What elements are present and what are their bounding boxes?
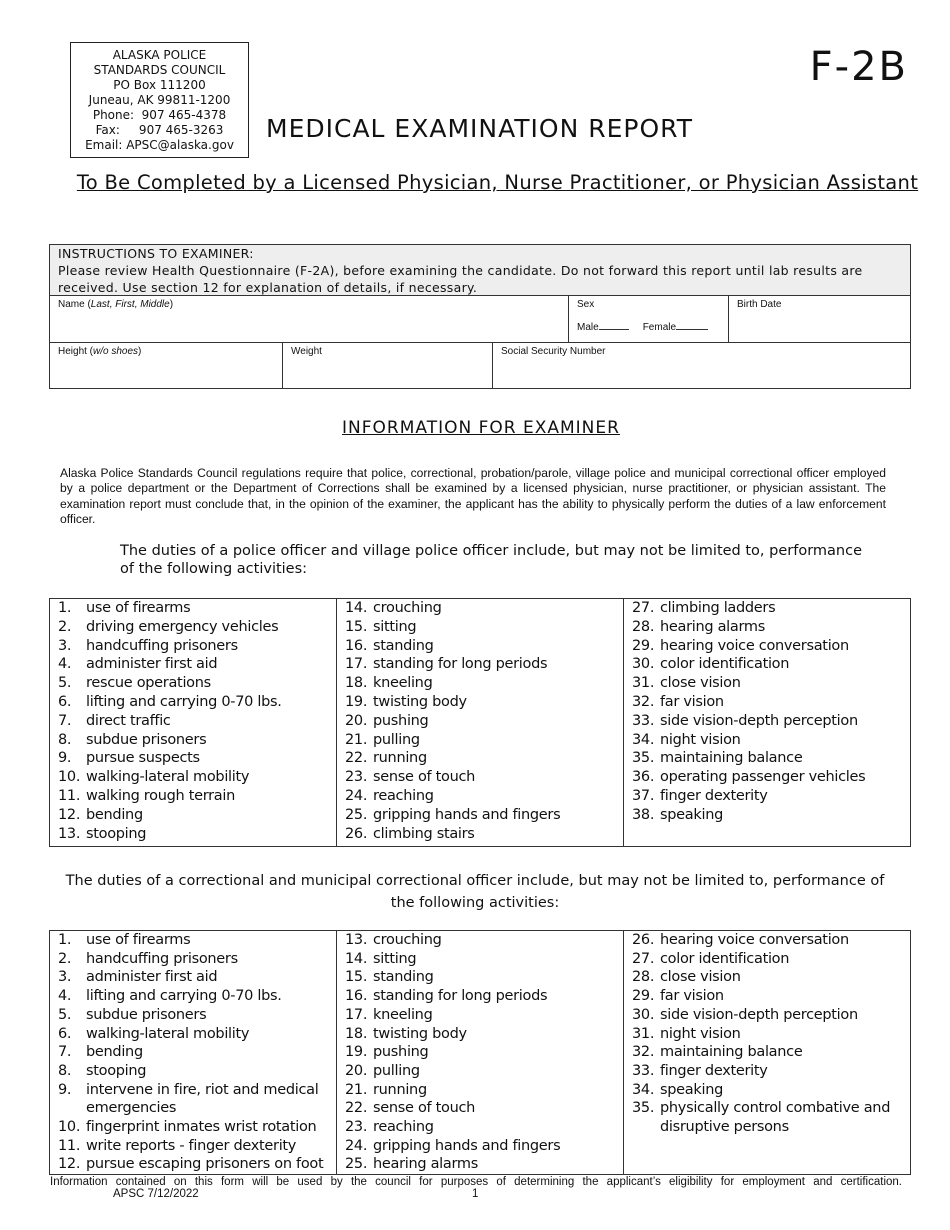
activity-item <box>58 712 328 731</box>
activity-text: speaking <box>660 1081 723 1098</box>
activity-item <box>632 1062 902 1081</box>
activity-item <box>345 950 615 969</box>
activity-item <box>632 749 902 768</box>
activity-item <box>58 931 328 950</box>
activity-text: driving emergency vehicles <box>86 618 279 635</box>
page-number: 1 <box>472 1188 479 1200</box>
activity-text: maintaining balance <box>660 1044 803 1061</box>
activity-item <box>345 599 615 618</box>
activity-number: 19. <box>345 693 368 710</box>
police-duties-intro: The duties of a police officer and village police officer include, but may not be limited to, performance of the following activities: <box>120 543 862 577</box>
weight-field[interactable] <box>282 343 492 388</box>
activity-number: 16. <box>345 988 368 1005</box>
activity-item <box>345 825 615 844</box>
activity-item <box>632 787 902 806</box>
activity-item <box>345 637 615 656</box>
height-field[interactable] <box>50 343 282 388</box>
activity-number: 6. <box>58 693 72 710</box>
activity-text: standing for long periods <box>373 988 548 1005</box>
activity-text: stooping <box>86 1062 147 1079</box>
activity-text: night vision <box>660 1025 741 1042</box>
activity-text: pulling <box>373 1062 420 1079</box>
activity-item <box>345 1006 615 1025</box>
activity-text: operating passenger vehicles <box>660 769 866 786</box>
activity-number: 9. <box>58 750 72 767</box>
form-revision-code: APSC 7/12/2022 <box>113 1188 199 1200</box>
birth-date-field[interactable] <box>728 296 910 342</box>
activity-text: pulling <box>373 731 420 748</box>
sex-label: Sex <box>577 299 595 310</box>
activity-number: 9. <box>58 1081 72 1098</box>
activity-item <box>345 768 615 787</box>
instructions-heading: INSTRUCTIONS TO EXAMINER: <box>58 246 254 261</box>
activity-text: gripping hands and fingers <box>373 806 561 823</box>
activity-number: 14. <box>345 950 368 967</box>
activity-item <box>345 618 615 637</box>
activity-text: close vision <box>660 969 741 986</box>
activity-item <box>632 731 902 750</box>
activity-text: hearing alarms <box>373 1156 478 1173</box>
activity-item <box>632 768 902 787</box>
activity-item <box>632 968 902 987</box>
activity-item <box>345 1062 615 1081</box>
activity-number: 23. <box>345 769 368 786</box>
activity-item <box>632 693 902 712</box>
activity-text: running <box>373 750 427 767</box>
activity-number: 30. <box>632 656 655 673</box>
activity-number: 23. <box>345 1119 368 1136</box>
activity-number: 34. <box>632 1081 655 1098</box>
activity-number: 31. <box>632 675 655 692</box>
address-line: Fax: 907 465-3263 <box>95 123 224 137</box>
activity-text: speaking <box>660 806 723 823</box>
height-hint: w/o shoes <box>93 346 139 357</box>
activity-text: bending <box>86 1044 143 1061</box>
activity-item <box>58 637 328 656</box>
activity-item <box>345 712 615 731</box>
male-label: Male <box>577 322 599 333</box>
birth-date-label: Birth Date <box>737 299 782 310</box>
activity-number: 24. <box>345 1137 368 1154</box>
activity-number: 1. <box>58 932 72 948</box>
name-field[interactable] <box>50 296 568 342</box>
activity-item <box>632 1043 902 1062</box>
police-activities-table <box>49 598 911 847</box>
activity-text: walking rough terrain <box>86 787 235 804</box>
activity-number: 2. <box>58 618 72 635</box>
activity-item <box>345 1155 615 1174</box>
activity-text: write reports - finger dexterity <box>86 1137 297 1154</box>
male-blank[interactable] <box>599 320 629 330</box>
activity-text: reaching <box>373 1119 434 1136</box>
activity-item <box>58 968 328 987</box>
activity-text: use of firearms <box>86 600 191 616</box>
activity-item <box>345 968 615 987</box>
activity-text: direct traffic <box>86 712 171 729</box>
activity-item <box>58 1025 328 1044</box>
activity-text: administer first aid <box>86 656 218 673</box>
activity-item <box>58 806 328 825</box>
activity-text: subdue prisoners <box>86 1006 207 1023</box>
activity-number: 20. <box>345 1062 368 1079</box>
activity-text: subdue prisoners <box>86 731 207 748</box>
activity-item <box>58 655 328 674</box>
name-label: Name ( <box>58 299 91 310</box>
form-code: F-2B <box>809 44 908 90</box>
page-subtitle: To Be Completed by a Licensed Physician, Nurse Practitioner, or Physician Assistant <box>76 171 919 194</box>
activity-item <box>345 674 615 693</box>
activity-item <box>632 950 902 969</box>
activity-item <box>58 787 328 806</box>
activity-item <box>345 1043 615 1062</box>
activity-text: side vision-depth perception <box>660 712 858 729</box>
activity-column <box>623 599 910 846</box>
activity-text: far vision <box>660 693 724 710</box>
activity-number: 17. <box>345 656 368 673</box>
activity-text: crouching <box>373 600 442 616</box>
activity-item <box>632 618 902 637</box>
activity-number: 13. <box>58 825 81 842</box>
activity-number: 11. <box>58 787 81 804</box>
activity-number: 37. <box>632 787 655 804</box>
female-label: Female <box>642 322 677 333</box>
activity-number: 26. <box>345 825 368 842</box>
activity-number: 6. <box>58 1025 72 1042</box>
name-label-close: ) <box>169 299 174 310</box>
activity-text: crouching <box>373 932 442 948</box>
info-heading: INFORMATION FOR EXAMINER <box>342 418 620 438</box>
footer-note: Information contained on this form will be used by the council for purposes of determining the applicant’s eligibility for employment and certification. <box>50 1176 902 1188</box>
activity-number: 12. <box>58 1156 81 1173</box>
activity-number: 29. <box>632 637 655 654</box>
activity-item <box>58 599 328 618</box>
activity-item <box>58 749 328 768</box>
page-title: MEDICAL EXAMINATION REPORT <box>266 114 693 143</box>
activity-text: gripping hands and fingers <box>373 1137 561 1154</box>
sex-field <box>568 296 728 342</box>
activity-text: kneeling <box>373 675 433 692</box>
female-blank[interactable] <box>676 320 708 330</box>
activity-text: walking-lateral mobility <box>86 769 250 786</box>
activity-number: 8. <box>58 1062 72 1079</box>
activity-number: 12. <box>58 806 81 823</box>
activity-text: administer first aid <box>86 969 218 986</box>
activity-number: 15. <box>345 969 368 986</box>
activity-text: hearing voice conversation <box>660 637 849 654</box>
activity-number: 35. <box>632 750 655 767</box>
activity-item <box>58 950 328 969</box>
activity-number: 14. <box>345 600 368 616</box>
activity-item <box>345 731 615 750</box>
activity-item <box>58 1137 328 1156</box>
activity-text: pursue suspects <box>86 750 200 767</box>
activity-item <box>345 693 615 712</box>
activity-text: use of firearms <box>86 932 191 948</box>
activity-number: 2. <box>58 950 72 967</box>
activity-number: 3. <box>58 637 72 654</box>
activity-item <box>632 1081 902 1100</box>
ssn-label: Social Security Number <box>501 346 606 357</box>
activity-item <box>58 1043 328 1062</box>
activity-text: pushing <box>373 1044 429 1061</box>
activity-item <box>632 987 902 1006</box>
activity-item <box>345 1137 615 1156</box>
instructions-text: Please review Health Questionnaire (F-2A), before examining the candidate. Do not forward this report until lab results are received. Use section 12 for explanation of details, if necessary. <box>58 263 863 295</box>
activity-item <box>345 749 615 768</box>
activity-text: climbing stairs <box>373 825 475 842</box>
activity-text: handcuffing prisoners <box>86 637 238 654</box>
activity-item <box>58 1118 328 1137</box>
activity-number: 25. <box>345 1156 368 1173</box>
activity-number: 18. <box>345 675 368 692</box>
activity-number: 3. <box>58 969 72 986</box>
activity-item <box>345 806 615 825</box>
activity-item <box>58 1062 328 1081</box>
activity-item <box>632 674 902 693</box>
activity-item <box>345 655 615 674</box>
activity-item <box>58 1081 328 1118</box>
activity-item <box>632 655 902 674</box>
activity-text: sense of touch <box>373 769 476 786</box>
activity-number: 28. <box>632 618 655 635</box>
activity-text: pursue escaping prisoners on foot <box>86 1156 324 1173</box>
activity-number: 34. <box>632 731 655 748</box>
council-address-box <box>70 42 249 158</box>
activity-number: 36. <box>632 769 655 786</box>
activity-number: 21. <box>345 1081 368 1098</box>
activity-text: pushing <box>373 712 429 729</box>
activity-number: 1. <box>58 600 72 616</box>
activity-item <box>58 693 328 712</box>
activity-number: 25. <box>345 806 368 823</box>
activity-item <box>58 1155 328 1174</box>
activity-number: 27. <box>632 950 655 967</box>
activity-text: sense of touch <box>373 1100 476 1117</box>
activity-text: sitting <box>373 618 417 635</box>
activity-text: fingerprint inmates wrist rotation <box>86 1119 317 1136</box>
activity-text: side vision-depth perception <box>660 1006 858 1023</box>
address-line: Phone: 907 465-4378 <box>92 108 227 122</box>
ssn-field[interactable] <box>492 343 910 388</box>
height-label-close: ) <box>138 346 142 357</box>
activity-text: standing for long periods <box>373 656 548 673</box>
activity-item <box>58 1006 328 1025</box>
activity-text: sitting <box>373 950 417 967</box>
activity-text: rescue operations <box>86 675 211 692</box>
activity-number: 32. <box>632 1044 655 1061</box>
address-line: PO Box 111200 <box>113 78 206 92</box>
activity-number: 38. <box>632 806 655 823</box>
activity-column <box>50 931 336 1174</box>
examinee-info-table <box>49 244 911 389</box>
activity-number: 33. <box>632 1062 655 1079</box>
correctional-activities-table <box>49 930 911 1175</box>
activity-item <box>58 731 328 750</box>
activity-number: 30. <box>632 1006 655 1023</box>
activity-number: 21. <box>345 731 368 748</box>
activity-text: color identification <box>660 656 790 673</box>
activity-text: hearing alarms <box>660 618 765 635</box>
activity-text: far vision <box>660 988 724 1005</box>
activity-number: 13. <box>345 932 368 948</box>
activity-text: twisting body <box>373 693 467 710</box>
activity-text: color identification <box>660 950 790 967</box>
activity-number: 22. <box>345 750 368 767</box>
activity-number: 29. <box>632 988 655 1005</box>
activity-number: 22. <box>345 1100 368 1117</box>
activity-column <box>623 931 910 1174</box>
activity-text: maintaining balance <box>660 750 803 767</box>
activity-item <box>345 1081 615 1100</box>
activity-text: finger dexterity <box>660 787 768 804</box>
instructions-block <box>50 245 910 296</box>
activity-column <box>336 599 623 846</box>
activity-item <box>632 1006 902 1025</box>
activity-text: walking-lateral mobility <box>86 1025 250 1042</box>
regulations-paragraph: Alaska Police Standards Council regulations require that police, correctional, probation/parole, village police and municipal correctional officer employed by a police department or the Department of Corrections shall be examined by a licensed physician, nurse practitioner, or physician assistant. The examination report must conclude that, in the opinion of the examiner, the applicant has the ability to physically perform the duties of a law enforcement officer. <box>60 466 886 527</box>
address-line: STANDARDS COUNCIL <box>93 63 226 77</box>
activity-column <box>336 931 623 1174</box>
activity-text: running <box>373 1081 427 1098</box>
activity-item <box>632 599 902 618</box>
activity-item <box>58 618 328 637</box>
activity-number: 4. <box>58 656 72 673</box>
activity-number: 27. <box>632 600 655 616</box>
activity-text: night vision <box>660 731 741 748</box>
activity-item <box>345 1118 615 1137</box>
activity-number: 10. <box>58 1119 81 1136</box>
activity-number: 5. <box>58 675 72 692</box>
activity-text: reaching <box>373 787 434 804</box>
activity-number: 18. <box>345 1025 368 1042</box>
activity-text: stooping <box>86 825 147 842</box>
activity-number: 33. <box>632 712 655 729</box>
activity-number: 31. <box>632 1025 655 1042</box>
weight-label: Weight <box>291 346 322 357</box>
activity-item <box>58 674 328 693</box>
activity-number: 32. <box>632 693 655 710</box>
activity-item <box>58 825 328 844</box>
activity-number: 15. <box>345 618 368 635</box>
activity-column <box>50 599 336 846</box>
activity-text: twisting body <box>373 1025 467 1042</box>
height-label: Height ( <box>58 346 94 357</box>
activity-item <box>632 637 902 656</box>
activity-number: 5. <box>58 1006 72 1023</box>
name-hint: Last, First, Middle <box>90 299 170 310</box>
activity-number: 35. <box>632 1100 655 1117</box>
activity-item <box>632 1025 902 1044</box>
activity-number: 11. <box>58 1137 81 1154</box>
activity-number: 10. <box>58 769 81 786</box>
activity-item <box>345 987 615 1006</box>
activity-text: climbing ladders <box>660 600 776 616</box>
activity-number: 24. <box>345 787 368 804</box>
activity-text: standing <box>373 969 434 986</box>
activity-number: 28. <box>632 969 655 986</box>
address-line: Email: APSC@alaska.gov <box>85 138 234 152</box>
activity-number: 4. <box>58 988 72 1005</box>
activity-item <box>632 931 902 950</box>
activity-text: close vision <box>660 675 741 692</box>
activity-number: 7. <box>58 1044 72 1061</box>
activity-item <box>345 931 615 950</box>
activity-number: 17. <box>345 1006 368 1023</box>
activity-text: finger dexterity <box>660 1062 768 1079</box>
activity-text: standing <box>373 637 434 654</box>
activity-item <box>345 1099 615 1118</box>
activity-text: hearing voice conversation <box>660 932 849 948</box>
activity-number: 16. <box>345 637 368 654</box>
activity-text: kneeling <box>373 1006 433 1023</box>
activity-item <box>345 1025 615 1044</box>
activity-number: 26. <box>632 932 655 948</box>
activity-item <box>632 806 902 825</box>
activity-item <box>632 1099 902 1136</box>
activity-text: handcuffing prisoners <box>86 950 238 967</box>
activity-text: intervene in fire, riot and medical emergencies <box>86 1081 319 1117</box>
activity-item <box>632 712 902 731</box>
correctional-duties-intro: The duties of a correctional and municipal correctional officer include, but may not be limited to, performance of the following activities: <box>65 873 885 911</box>
activity-number: 8. <box>58 731 72 748</box>
activity-text: bending <box>86 806 143 823</box>
activity-text: physically control combative and disruptive persons <box>660 1100 891 1136</box>
activity-number: 20. <box>345 712 368 729</box>
address-line: Juneau, AK 99811-1200 <box>88 93 231 107</box>
activity-number: 19. <box>345 1044 368 1061</box>
activity-number: 7. <box>58 712 72 729</box>
activity-item <box>345 787 615 806</box>
activity-text: lifting and carrying 0-70 lbs. <box>86 693 282 710</box>
activity-text: lifting and carrying 0-70 lbs. <box>86 988 282 1005</box>
address-line: ALASKA POLICE <box>112 48 207 62</box>
activity-item <box>58 987 328 1006</box>
activity-item <box>58 768 328 787</box>
